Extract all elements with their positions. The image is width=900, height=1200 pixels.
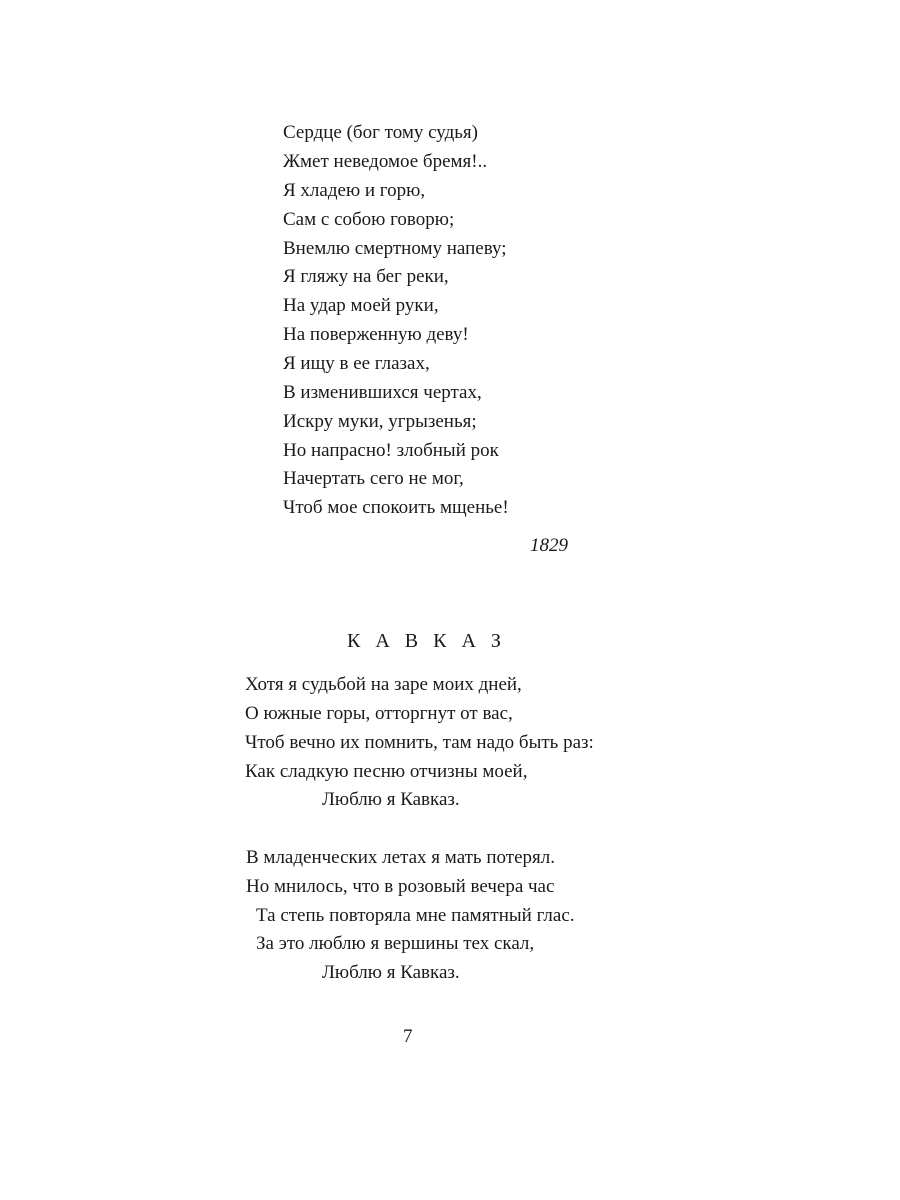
poem-year: 1829	[530, 535, 568, 556]
poem-line: Но мнилось, что в розовый вечера час	[246, 876, 555, 897]
poem-refrain: Люблю я Кавказ.	[322, 962, 460, 983]
poem-line: Внемлю смертному напеву;	[283, 238, 507, 259]
poem-line: Сам с собою говорю;	[283, 209, 455, 230]
poem-line: Та степь повторяла мне памятный глас.	[256, 905, 575, 926]
poem-line: Начертать сего не мог,	[283, 468, 464, 489]
poem-line: Чтоб вечно их помнить, там надо быть раз:	[245, 732, 594, 753]
poem-line: Я гляжу на бег реки,	[283, 266, 449, 287]
poem-line: За это люблю я вершины тех скал,	[256, 933, 535, 954]
poem-line: Хотя я судьбой на заре моих дней,	[245, 674, 522, 695]
poem-line: Жмет неведомое бремя!..	[283, 151, 488, 172]
poem-line: Но напрасно! злобный рок	[283, 440, 499, 461]
poem-line: Я хладею и горю,	[283, 180, 426, 201]
poem-title: К А В К А З	[347, 630, 506, 652]
poem-line: О южные горы, отторгнут от вас,	[245, 703, 513, 724]
poem-line: Чтоб мое спокоить мщенье!	[283, 497, 509, 518]
poem-line: Я ищу в ее глазах,	[283, 353, 430, 374]
poem-line: Сердце (бог тому судья)	[283, 122, 478, 143]
page-number: 7	[403, 1026, 413, 1047]
poem-refrain: Люблю я Кавказ.	[322, 789, 460, 810]
poem-line: На поверженную деву!	[283, 324, 469, 345]
poem-line: В младенческих летах я мать потерял.	[246, 847, 555, 868]
poem-line: На удар моей руки,	[283, 295, 439, 316]
poem-line: Как сладкую песню отчизны моей,	[245, 761, 528, 782]
poem-line: Искру муки, угрызенья;	[283, 411, 477, 432]
poem-line: В изменившихся чертах,	[283, 382, 482, 403]
